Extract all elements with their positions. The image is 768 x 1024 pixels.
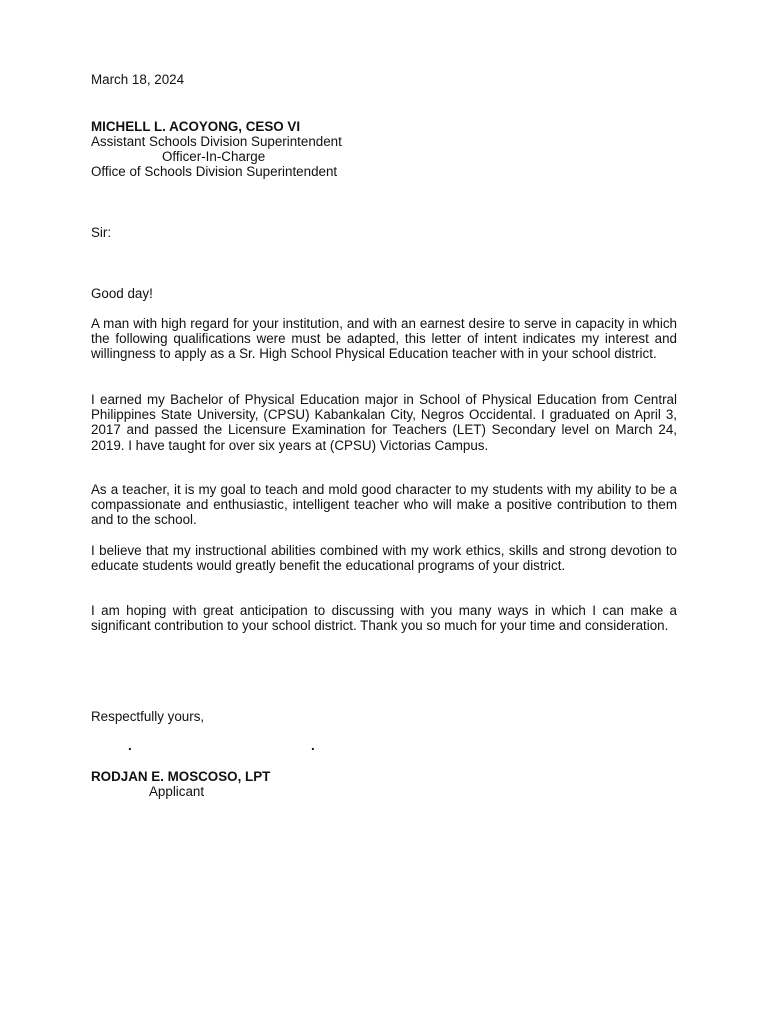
- closing: Respectfully yours,: [91, 709, 205, 724]
- greeting: Good day!: [91, 286, 153, 301]
- salutation: Sir:: [91, 225, 112, 240]
- recipient-title: Assistant Schools Division Superintendent: [91, 134, 342, 149]
- body-paragraph-4: [91, 543, 677, 573]
- recipient-role: Officer-In-Charge: [162, 149, 266, 164]
- paragraph-text: A man with high regard for your institution, and with an earnest desire to serve in capacity in which the following qualifications were must be adapted, this letter of intent indicates my interest and willingness to apply as a Sr. High School Physical Education teacher with in your school district.: [91, 316, 677, 362]
- sender-name: RODJAN E. MOSCOSO, LPT: [91, 769, 271, 784]
- signature-mark-left: .: [128, 738, 132, 753]
- recipient-name: MICHELL L. ACOYONG, CESO VI: [91, 119, 301, 134]
- paragraph-text: I am hoping with great anticipation to discussing with you many ways in which I can make a significant contribution to your school district. Thank you so much for your time and consideration.: [91, 603, 677, 634]
- body-paragraph-1: [91, 316, 677, 362]
- paragraph-text: I believe that my instructional abilities combined with my work ethics, skills and strong devotion to educate students would greatly benefit the educational programs of your district.: [91, 543, 677, 574]
- paragraph-text: As a teacher, it is my goal to teach and mold good character to my students with my ability to be a compassionate and enthusiastic, intelligent teacher who will make a positive contribution to them and to the school.: [91, 482, 677, 528]
- body-paragraph-5: [91, 603, 677, 633]
- body-paragraph-3: [91, 482, 677, 528]
- paragraph-text: I earned my Bachelor of Physical Education major in School of Physical Education from Central Philippines State University, (CPSU) Kabankalan City, Negros Occidental. I graduated on April 3, 2017 and passed the Licensure Examination for Teachers (LET) Secondary level on March 24, 2019. I have taught for over six years at (CPSU) Victorias Campus.: [91, 392, 677, 453]
- recipient-office: Office of Schools Division Superintendent: [91, 164, 338, 179]
- letter-date: March 18, 2024: [91, 72, 185, 87]
- sender-role: Applicant: [149, 784, 205, 799]
- signature-mark-right: .: [311, 738, 315, 753]
- body-paragraph-2: [91, 392, 677, 453]
